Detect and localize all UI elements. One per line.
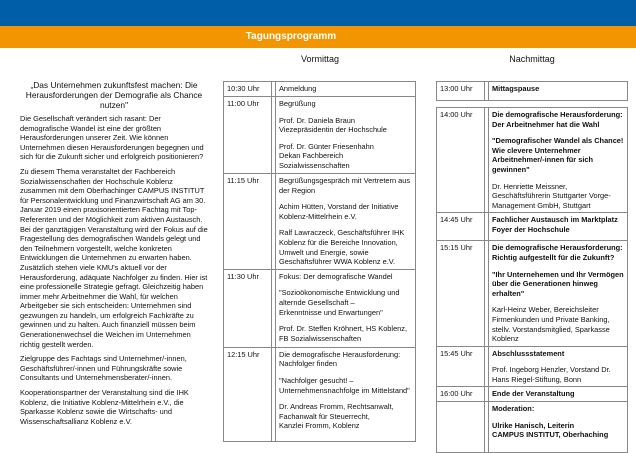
session-cell [276, 174, 416, 270]
schedule-row [437, 387, 628, 402]
schedule-row [224, 347, 416, 441]
session-cell [489, 241, 628, 346]
session-line: Begrüßung [279, 99, 316, 108]
schedule-row [437, 402, 628, 453]
afternoon-schedule [436, 107, 628, 453]
intro-title: „Das Unternehmen zukunftsfest machen: Die Herausforderungen der Demografie als Chance nutzen" [25, 80, 203, 110]
schedule-row [224, 97, 416, 174]
time-cell [437, 402, 485, 453]
session-line: Prof. Dr. Daniela Braun Viezepräsidentin der Hochschule [279, 115, 387, 135]
session-cell [489, 402, 628, 453]
session-line: "Demografischer Wandel als Chance! Wie clevere Unternehmer Arbeitnehmer/-innen für sich gewinnen" [492, 136, 624, 174]
time-cell: 11:30 Uhr [224, 269, 272, 347]
schedule-row [437, 108, 628, 213]
schedule-row [437, 346, 628, 387]
schedule-row [224, 174, 416, 270]
lunch-label: Mittagspause [489, 82, 628, 101]
time-cell: 15:15 Uhr [437, 241, 485, 346]
time-cell: 14:00 Uhr [437, 108, 485, 213]
session-cell [489, 346, 628, 387]
session-line: "Ihr Unternehemen und Ihr Vermögen über die Generationen hinweg erhalten" [492, 269, 624, 298]
session-cell [276, 97, 416, 174]
time-cell: 15:45 Uhr [437, 346, 485, 387]
session-line: Moderation: [492, 404, 535, 414]
intro-paragraph: Die Gesellschaft verändert sich rasant: Der demografische Wandel ist eine der größten Herausforderungen unserer Zeit. Wie können Unternehmen diesen Herausforderungen begegnen und sich für die Zukunft sicher und erfolgreich positionieren? [20, 114, 204, 162]
session-line: Anmeldung [279, 84, 317, 93]
schedule-row [224, 82, 416, 97]
title-banner [0, 26, 636, 48]
top-banner [0, 0, 636, 26]
session-cell [276, 347, 416, 441]
schedule-row [224, 269, 416, 347]
time-cell: 12:15 Uhr [224, 347, 272, 441]
session-line: Ulrike Hanisch, Leiterin CAMPUS INSTITUT, Oberhaching [492, 420, 609, 440]
session-line: Dr. Henriette Meissner, Geschäftsführerin Stuttgarter Vorge-Management GmbH, Stuttgart [492, 181, 611, 210]
time-cell: 10:30 Uhr [224, 82, 272, 97]
lunch-time: 13:00 Uhr [437, 82, 485, 101]
session-line: Die demografische Herausforderung: Richtig aufgestellt für die Zukunft? [492, 243, 623, 262]
session-line: Fokus: Der demografische Wandel [279, 271, 393, 281]
intro-text [20, 80, 208, 431]
session-line: Dr. Andreas Fromm, Rechtsanwalt, Fachanwalt für Steuerrecht, Kanzlei Fromm, Koblenz [279, 402, 394, 431]
session-cell [489, 108, 628, 213]
session-cell [489, 213, 628, 241]
time-cell: 16:00 Uhr [437, 387, 485, 402]
afternoon-heading: Nachmittag [509, 54, 555, 64]
session-line: Karl-Heinz Weber, Bereichsleiter Firmenkunden und Private Banking, stellv. Vorstandsmitglied, Sparkasse Koblenz [492, 305, 610, 344]
intro-paragraph: Zu diesem Thema veranstaltet der Fachbereich Sozialwissenschaften der Hochschule Koblenz zusammen mit dem Oberhachinger CAMPUS INSTITUT für Personalentwicklung und Finanzwirtschaft AG am 30. Januar 2019 einen praxisorientierten Fachtag mit Top-Referenten und der Möglichkeit zum aktiven Austausch. Bei der ganztägigen Veranstaltung wird der Fokus auf die Fragestellung des demografischen Wandels gelegt und den Teilnehmern vorgestellt, welche konkreten Entwicklungen die Unternehmen zu erwarten haben. Zusätzlich stehen viele KMU's aktuell vor der Herausforderung, adäquate Nachfolger zu finden. Hier ist eine professionelle Strategie gefragt. Gleichzeitig haben immer mehr Arbeitnehmer die Wahl, für welchen Arbeitgeber sie sich entscheiden: Unternehmen sind gezwungen zu handeln, um erfolgreich Fachkräfte zu gewinnen und zu halten. Auch finanziell müssen beim Generationenwechsel die Weichen im Unternehmen richtig gestellt werden. [20, 166, 208, 349]
session-line: Die demografische Herausforderung: Nachfolger finden [279, 349, 401, 369]
session-line: Prof. Ingeborg Henzler, Vorstand Dr. Hans Riegel-Stiftung, Bonn [492, 365, 611, 384]
schedule-row [437, 241, 628, 346]
session-cell [276, 82, 416, 97]
session-cell [276, 269, 416, 347]
morning-heading: Vormittag [300, 54, 340, 64]
session-line: Prof. Dr. Günter Friesenhahn Dekan Fachbereich Sozialwissenschaften [279, 141, 374, 170]
intro-paragraph: Zielgruppe des Fachtags sind Unternehmer/-innen, Geschäftsführer/-innen und Führungskräfte sowie Consultants und Unternehmensberater/-innen. [20, 354, 187, 383]
time-cell: 14:45 Uhr [437, 213, 485, 241]
intro-paragraph: Kooperationspartner der Veranstaltung sind die IHK Koblenz, die Initiative Koblenz-Mittelrhein e.V., die Sparkasse Koblenz sowie die Wirtschafts- und Wissenschaftsallianz Koblenz e.V. [20, 388, 189, 426]
session-cell [489, 387, 628, 402]
session-line: Prof. Dr. Steffen Kröhnert, HS Koblenz, FB Sozialwissenschaften [279, 324, 408, 343]
time-cell: 11:15 Uhr [224, 174, 272, 270]
session-line: Ende der Veranstaltung [492, 389, 575, 399]
session-line: Begrüßungsgespräch mit Vertretern aus der Region [279, 176, 411, 195]
time-cell: 11:00 Uhr [224, 97, 272, 174]
session-line: Die demografische Herausforderung: Der Arbeitnehmer hat die Wahl [492, 110, 623, 129]
morning-schedule [223, 81, 416, 442]
session-line: "Nachfolger gesucht! – Unternehmensnachfolge im Mittelstand" [279, 375, 410, 395]
session-line: "Sozioökonomische Entwicklung und alternde Gesellschaft – Erkenntnisse und Erwartungen" [279, 288, 400, 317]
session-line: Ralf Lawraczeck, Geschäftsführer IHK Koblenz für die Bereiche Innovation, Umwelt und Energie, sowie Geschäftsführer WWA Koblenz e.V. [279, 228, 405, 267]
lunch-box [436, 81, 628, 101]
schedule-row [437, 213, 628, 241]
session-line: Abschlussstatement [492, 348, 565, 358]
session-line: Achim Hütten, Vorstand der Initiative Koblenz-Mittelrhein e.V. [279, 202, 399, 221]
page-title: Tagungsprogramm [245, 31, 337, 42]
session-line: Fachlicher Austausch im Marktplatz Foyer der Hochschule [492, 215, 618, 234]
